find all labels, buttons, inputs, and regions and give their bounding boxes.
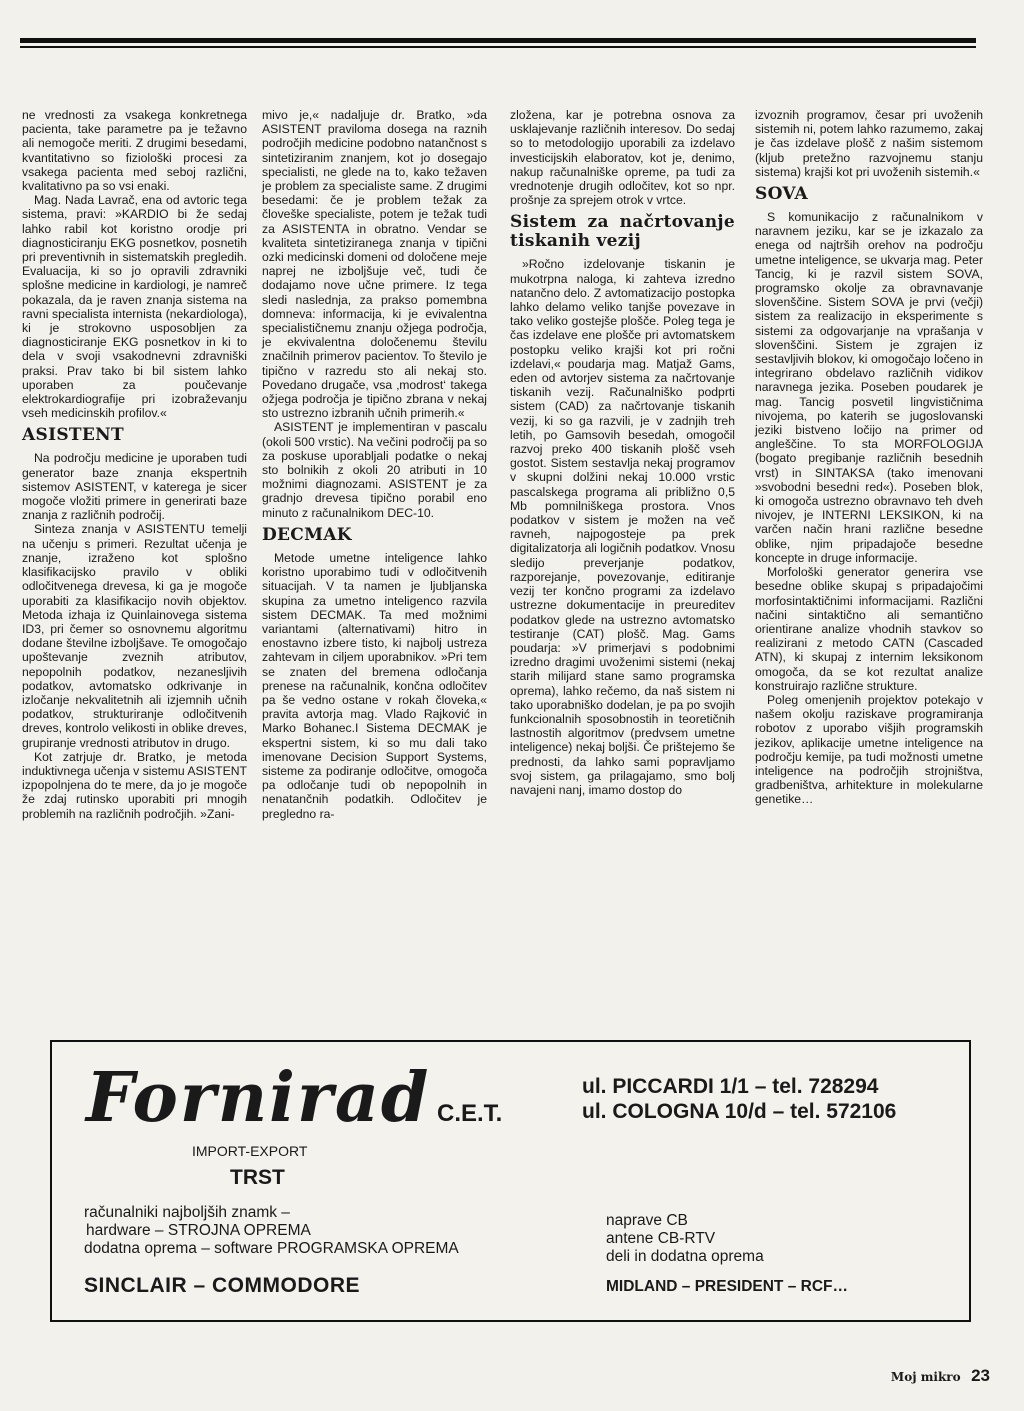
ad-city: TRST: [230, 1166, 285, 1189]
paragraph: ASISTENT je implementiran v pascalu (okoli 500 vrstic). Na večini področij pa so za poskuse uporabljali podatke o nekaj sto bolnikih z okoli 20 atributi in 10 možnimi diagnozami. ASISTENT je za gradnjo drevesa tipično porabil eno minuto z računalnikom DEC-10.: [262, 420, 487, 520]
ad-line: hardware – STROJNA OPREMA: [86, 1222, 311, 1239]
top-rule: [20, 38, 976, 43]
column-2: [262, 108, 487, 821]
ad-line: deli in dodatna oprema: [606, 1248, 764, 1265]
column-1: [22, 108, 247, 821]
ad-product-list-right: [606, 1212, 764, 1266]
ad-brands-right: MIDLAND – PRESIDENT – RCF…: [606, 1278, 848, 1295]
paragraph: S komunikacijo z računalnikom v naravnem jeziku, kar se je izkazalo za enega od najtrših orehov na področju umetne inteligence, se ukvarja mag. Peter Tancig, ki je razvil sistem SOVA, programsko okolje za obravnavanje slovenščine. Sistem SOVA je prvi (večji) sistem za realizacijo in eksperimente s sistemi za odgovarjanje na vprašanja v slovenščini. Sistem je zgrajen iz sestavljivih blokov, ki omogočajo ločeno in integrirano obdelavo različnih vidikov naravnega jezika. Poseben poudarek je mag. Tancig posvetil lingvističnima nivojema, po katerih se jugoslovanski jeziki bistveno ločijo na primer od angleščine. To sta MORFOLOGIJA (bogato pregibanje različnih besednih vrst) in SINTAKSA (tako imenovani »svobodni besedni red«). Poseben blok, ki omogoča ustrezno obravnavo teh dveh nivojev, je INTERNI LEKSIKON, ki na varčen način hrani različne besedne oblike, njim pripadajoče besedne koncepte in druge informacije.: [755, 210, 983, 565]
paragraph: Morfološki generator generira vse besedne oblike skupaj s pripadajočimi morfosintaktičnimi informacijami. Različni načini sintaktično ali semantično orientirane analize vhodnih stavkov so realizirani z metodo CATN (Cascaded ATN), ki skupaj z internim leksikonom omogoča, da se kot rezultat analize konstruirajo različne strukture.: [755, 565, 983, 693]
column-3: [510, 108, 735, 797]
ad-line: dodatna oprema – software PROGRAMSKA OPREMA: [84, 1240, 459, 1257]
paragraph: »Ročno izdelovanje tiskanin je mukotrpna naloga, ki zahteva izredno natančno delo. Z avtomatizacijo postopka lahko delamo veliko tanjše povezave in tako veliko gostejše plošče. Poleg tega je čas izdelave ene plošče pri avtomatskem postopku veliko krajši kot pri ročni izdelavi,« poudarja mag. Matjaž Gams, eden od avtorjev sistema za načrtovanje tiskanih vezij. Računalniško podprti sistem (CAD) za načrtovanje tiskanih vezij, ki so ga razvili, je v zadnjih treh letih, po Gamsovih besedah, omogočil razvoj preko 400 tiskanih plošč vseh gostot. Sistem sestavlja nekaj programov v skupni dolžini nekaj 10.000 vrstic pascalskega programa ali približno 0,5 Mb pomnilniškega prostora. Vnos podatkov v sistem je možen na več ravneh, najpogosteje pa prek digitalizatorja ali logičnih podatkov. Vnosu sledijo preverjanje podatkov, razporejanje, povezovanje, editiranje vezij ter končno programi za izdelavo ustrezne dokumentacije in preureditev podatkov glede na ustrezno avtomatsko testiranje (CAT) plošč. Mag. Gams poudarja: »V primerjavi s podobnimi izredno dragimi uvoženimi sistemi (nekaj starih milijard stane samo programska oprema), lahko rečemo, da naš sistem ni tako uporabniško dodelan, je pa po svojih funkcionalnih sposobnostih in teoretičnih lastnostih algoritmov (predvsem umetne inteligence) nekaj boljši. Če prištejemo še prednosti, da lahko sami popravljamo svoj sistem, ga prilagajamo, smo bolj navajeni nanj, imamo dostop do: [510, 257, 735, 797]
top-rule-thin: [20, 46, 976, 48]
page-number: 23: [971, 1366, 990, 1385]
ad-address-2: ul. COLOGNA 10/d – tel. 572106: [582, 1100, 897, 1123]
paragraph: Kot zatrjuje dr. Bratko, je metoda induktivnega učenja v sistemu ASISTENT izpopolnjena do te mere, da jo je mogoče že zdaj rutinsko uporabiti pri mnogih problemih na različnih področjih. »Zani-: [22, 749, 247, 821]
section-heading-asistent: ASISTENT: [22, 425, 124, 446]
paragraph: Metode umetne inteligence lahko koristno uporabimo tudi v odločitvenih situacijah. V ta namen je ljubljanska skupina za umetno inteligenco razvila sistem DECMAK. Ta med možnimi variantami (alternativami) hitro in enostavno izbere tisto, ki najbolj ustreza zahtevam in ciljem uporabnikov. »Pri tem se znaten del bremena odločanja prenese na računalnik, končna odločitev pa še vedno ostane v rokah človeka,« pravita avtorja mag. Vlado Rajković in Marko Bohanec.I Sistema DECMAK je ekspertni sistem, ki so mu dali tako imenovane Decision Support Systems, sisteme za podiranje odločitve, omogoča pa odločanje tudi ob nepopolnih in nenatančnih podatkih. Odločitev je pregledno ra-: [262, 550, 487, 821]
ad-brand-logo: Fornirad: [86, 1058, 431, 1138]
paragraph: Mag. Nada Lavrač, ena od avtoric tega sistema, pravi: »KARDIO bi že sedaj lahko rabil kot koristno orodje pri diagnosticiranju EKG posnetkov, posnetih pri preventivnih in sistematskih pregledih. Evaluacija, ki so jo opravili zdravniki splošne medicine in kardiologi, je namreč pokazala, da je raven znanja sistema na ravni specialista internista (nekardiologa), ki je strokovno usposobljen za diagnosticiranje EKG posnetkov in ki to dela v svoji vsakodnevni zdravniški praksi. Prav tako bi bil sistem lahko uporaben za poučevanje elektrokardiografije pri izobraževanju vseh medicinskih profilov.«: [22, 193, 247, 421]
ad-brands-left: SINCLAIR – COMMODORE: [84, 1274, 361, 1297]
paragraph: zložena, kar je potrebna osnova za usklajevanje različnih interesov. Do sedaj so to metodologijo uporabili za izdelavo investicijskih elaboratov, kot je, denimo, nakup računalniške opreme, pa tudi za vrednotenje drugih odločitev, kot so npr. prošnje za sprejem otrok v vrtce.: [510, 108, 735, 208]
ad-address-1: ul. PICCARDI 1/1 – tel. 728294: [582, 1075, 879, 1098]
advertisement-box: [50, 1040, 971, 1322]
column-4: [755, 108, 983, 807]
magazine-name: Moj mikro: [890, 1370, 961, 1384]
paragraph: izvoznih programov, česar pri uvoženih sistemih ni, potem lahko razumemo, zakaj je čas izdelave plošč z našim sistemom (kljub pretežno razvojnemu stanju sistema) krajši kot pri uvoženih sistemih.«: [755, 108, 983, 179]
ad-line: računalniki najboljših znamk –: [84, 1204, 290, 1221]
section-heading-sova: SOVA: [755, 184, 809, 205]
paragraph: Na področju medicine je uporaben tudi generator baze znanja ekspertnih sistemov ASISTENT, v katerega je sicer mogoče vložiti primere in generirati baze znanja z različnih področij.: [22, 451, 247, 523]
paragraph: ne vrednosti za vsakega konkretnega pacienta, take parametre pa je težavno ali nemogoče meriti. Z drugimi besedami, kvantitativno so fiziološki procesi za vsakega pacienta med seboj različni, kvalitativno pa so vsi enaki.: [22, 108, 247, 194]
paragraph: Poleg omenjenih projektov potekajo v našem okolju raziskave programiranja robotov z uporabo višjih programskih jezikov, aplikacije umetne inteligence na področju kemije, pa tudi možnosti umetne inteligence na področjih strojništva, gradbeništva, arhitekture in molekularne genetike…: [755, 692, 983, 807]
section-heading-tiskana-vezja: Sistem za načrtovanje tiskanih vezij: [510, 212, 735, 252]
ad-line: naprave CB: [606, 1212, 688, 1229]
section-heading-decmak: DECMAK: [262, 524, 352, 545]
ad-addresses: [582, 1074, 896, 1124]
ad-product-list-left: [84, 1204, 459, 1258]
paragraph: Sinteza znanja v ASISTENTU temelji na učenju s primeri. Rezultat učenja je znanje, izraženo kot splošno klasifikacijsko pravilo v obliki odločitvenega drevesa, ki ga je mogoče uporabiti za klasifikacijo novih objektov. Metoda izhaja iz Quinlainovega sistema ID3, pri čemer so osnovnemu algoritmu dodane številne izboljšave. Te omogočajo upoštevanje zveznih atributov, nepopolnih podatkov, nezanesljivih podatkov, avtomatsko odkrivanje in izločanje nekvalitetnih ali izjemnih učnih podatkov, strukturiranje odločitvenih dreves, kontrolo velikosti in oblike dreves, grupiranje vrednosti atributov in drugo.: [22, 522, 247, 750]
ad-import-export: IMPORT-EXPORT: [192, 1143, 308, 1159]
ad-line: antene CB-RTV: [606, 1230, 716, 1247]
paragraph: mivo je,« nadaljuje dr. Bratko, »da ASISTENT praviloma dosega na raznih področjih medicine podobno natančnost s sintetiziranim znanjem, kot jo dosegajo specialisti, ne glede na to, kako težaven je problem za specialiste same. Z drugimi besedami: če je problem težak za človeške specialiste, potem je težak tudi za ASISTENTA in obratno. Vendar se kvaliteta sintetiziranega znanja v tipični ozki medicinski domeni od določene meje naprej ne izboljšuje več, tudi če dodajamo nove učne primere. Iz tega sledi naslednja, za prakso pomembna domneva: informacija, ki je evivalentna specialističnemu znanju ožjega področja, je ekvivalentna določenemu številu značilnih primerov pacientov. To število je tipično v razredu sto ali nekaj sto. Povedano drugače, vsa ‚modrost‘ takega ožjega področja je tipično zbrana v nekaj sto ustrezno izbranih učnih primerih.«: [262, 108, 487, 421]
ad-brand-suffix: C.E.T.: [437, 1100, 503, 1127]
page-footer: [891, 1366, 990, 1386]
